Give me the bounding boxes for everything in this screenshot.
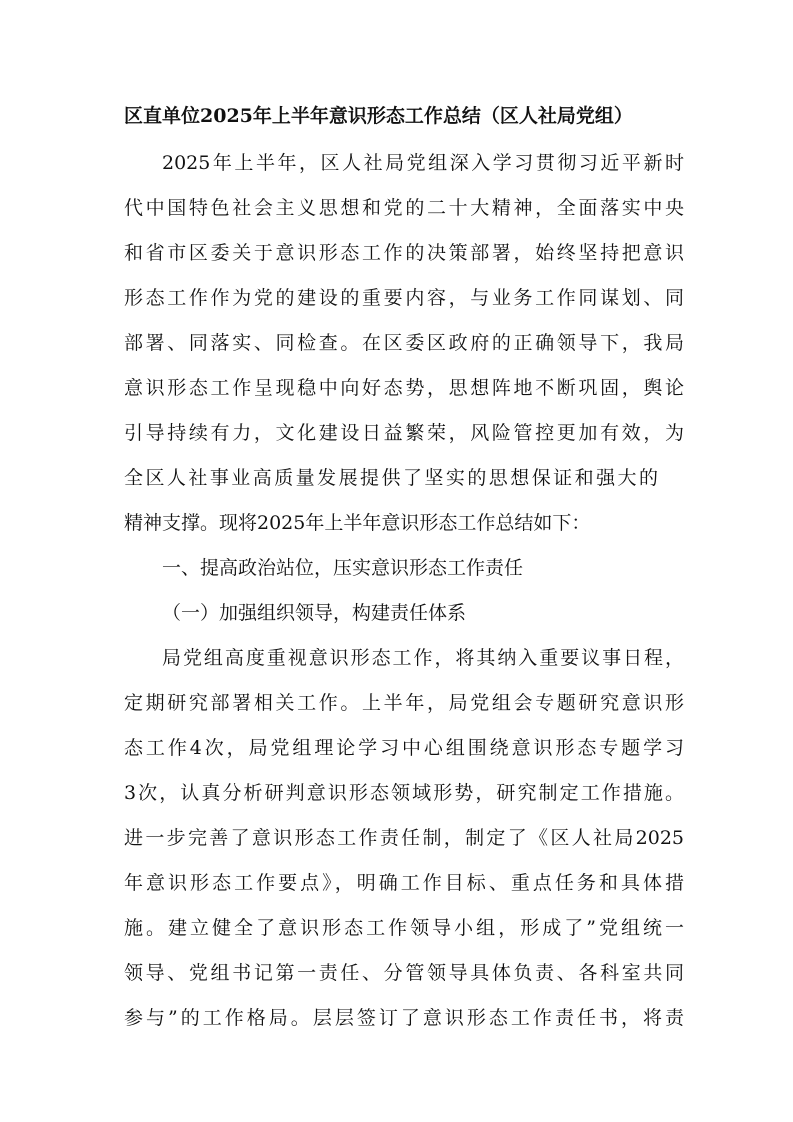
paragraph1-line-1: 2025年上半年，区人社局党组深入学习贯彻习近平新时 <box>162 152 684 174</box>
paragraph2-line-1: 局党组高度重视意识形态工作，将其纳入重要议事日程， <box>162 647 684 669</box>
paragraph1-line-6: 意识形态工作呈现稳中向好态势，思想阵地不断巩固，舆论 <box>124 377 684 399</box>
paragraph2-line-2: 定期研究部署相关工作。上半年，局党组会专题研究意识形 <box>124 692 684 714</box>
subsection1-heading: （一）加强组织领导，构建责任体系 <box>162 602 467 624</box>
paragraph1-line-9: 精神支撑。现将2025年上半年意识形态工作总结如下： <box>124 512 591 534</box>
paragraph2-line-6: 年意识形态工作要点》，明确工作目标、重点任务和具体措 <box>124 872 684 894</box>
paragraph1-line-3: 和省市区委关于意识形态工作的决策部署，始终坚持把意识 <box>124 242 684 264</box>
paragraph1-line-8: 全区人社事业高质量发展提供了坚实的思想保证和强大的 <box>124 467 658 489</box>
paragraph2-line-7: 施。建立健全了意识形态工作领导小组，形成了”党组统一 <box>124 917 684 939</box>
paragraph2-line-8: 领导、党组书记第一责任、分管领导具体负责、各科室共同 <box>124 962 684 984</box>
paragraph2-line-3: 态工作4次，局党组理论学习中心组围绕意识形态专题学习 <box>124 737 684 759</box>
paragraph2-line-5: 进一步完善了意识形态工作责任制，制定了《区人社局2025 <box>124 827 684 849</box>
paragraph2-line-9: 参与”的工作格局。层层签订了意识形态工作责任书，将责 <box>124 1007 684 1029</box>
paragraph1-line-2: 代中国特色社会主义思想和党的二十大精神，全面落实中央 <box>124 197 684 219</box>
paragraph1-line-5: 部署、同落实、同检查。在区委区政府的正确领导下，我局 <box>124 332 684 354</box>
section1-heading: 一、提高政治站位，压实意识形态工作责任 <box>162 557 524 579</box>
paragraph2-line-4: 3次，认真分析研判意识形态领域形势，研究制定工作措施。 <box>124 782 684 804</box>
paragraph1-line-4: 形态工作作为党的建设的重要内容，与业务工作同谋划、同 <box>124 287 684 309</box>
document-title: 区直单位2025年上半年意识形态工作总结（区人社局党组） <box>124 105 633 127</box>
paragraph1-line-7: 引导持续有力，文化建设日益繁荣，风险管控更加有效，为 <box>124 422 684 444</box>
